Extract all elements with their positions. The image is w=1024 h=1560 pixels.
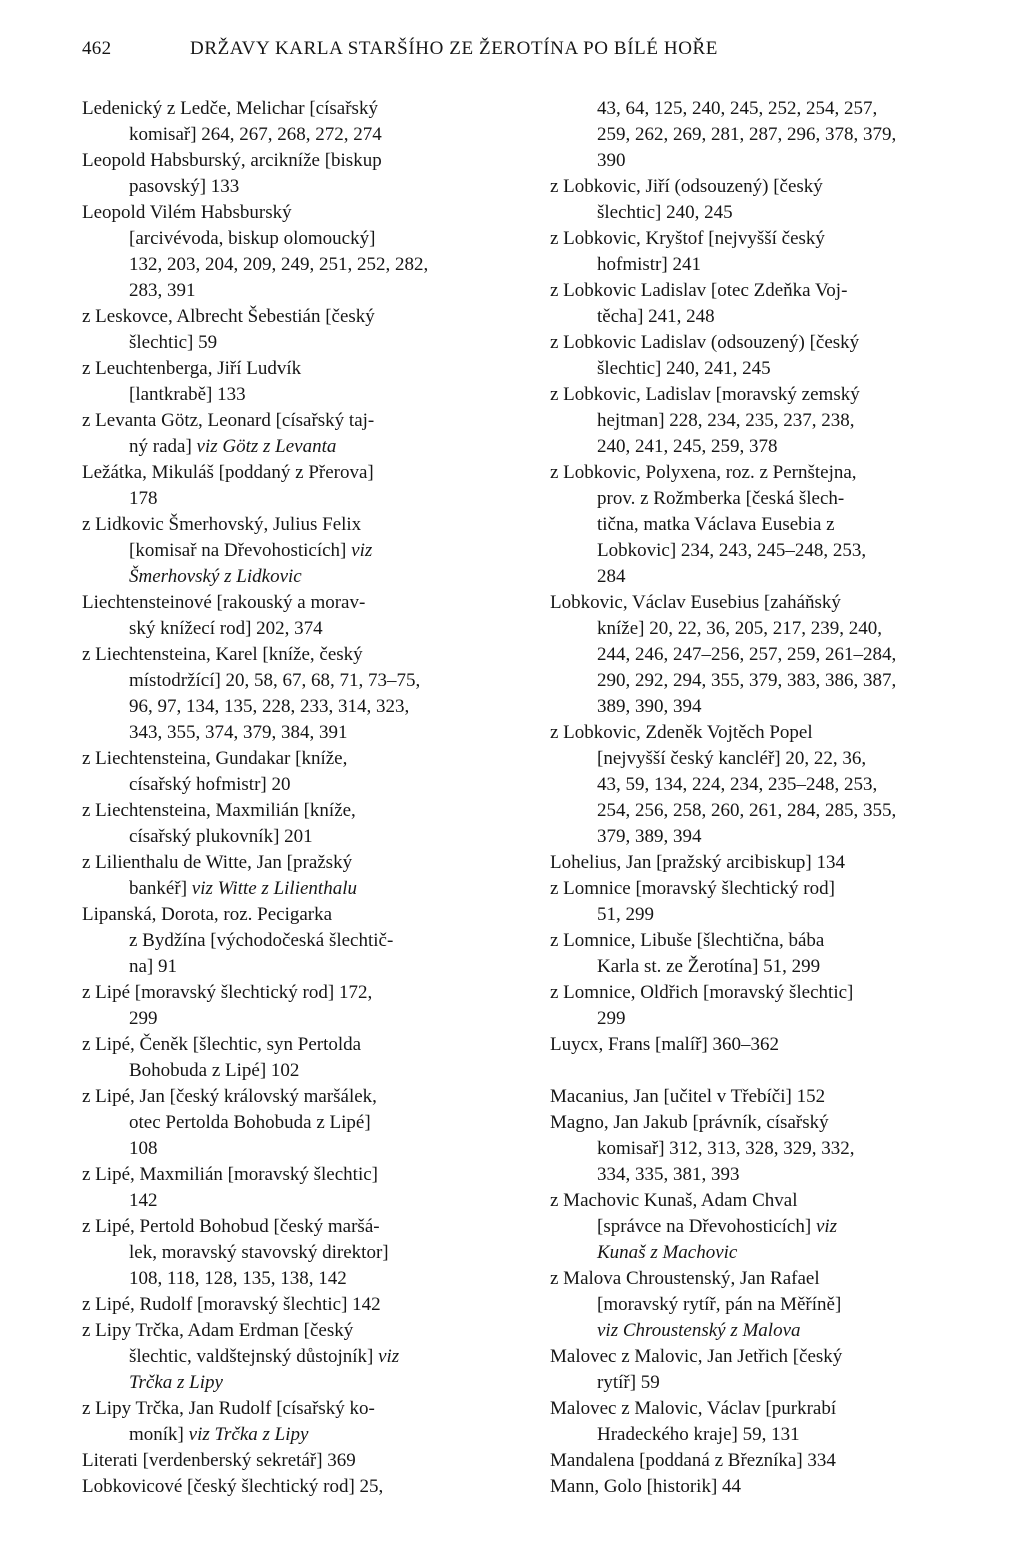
- index-line: [82, 1136, 512, 1162]
- index-line: [82, 798, 512, 824]
- section-gap: [550, 1058, 970, 1084]
- index-text: z Liechtensteina, Gundakar [kníže,: [82, 748, 348, 769]
- index-text: 343, 355, 374, 379, 384, 391: [129, 722, 348, 743]
- index-text: z Lipé, Pertold Bohobud [český maršá-: [82, 1216, 380, 1237]
- index-line: [82, 1084, 512, 1110]
- index-text: z Levanta Götz, Leonard [císařský taj-: [82, 410, 375, 431]
- index-line: [550, 1396, 970, 1422]
- index-text: prov. z Rožmberka [česká šlech-: [597, 488, 845, 509]
- index-line: [550, 226, 970, 252]
- index-text: šlechtic] 240, 245: [597, 202, 733, 223]
- index-line: [82, 1266, 512, 1292]
- index-line: [82, 1474, 512, 1500]
- index-line: [550, 1006, 970, 1032]
- index-text: z Lipé, Maxmilián [moravský šlechtic]: [82, 1164, 378, 1185]
- index-line: [82, 1240, 512, 1266]
- index-line: [550, 902, 970, 928]
- index-text: 334, 335, 381, 393: [597, 1164, 740, 1185]
- index-line: [82, 1032, 512, 1058]
- index-text: 108, 118, 128, 135, 138, 142: [129, 1268, 347, 1289]
- index-line: [82, 616, 512, 642]
- index-line: [82, 1396, 512, 1422]
- index-line: [82, 876, 512, 902]
- index-text: hejtman] 228, 234, 235, 237, 238,: [597, 410, 855, 431]
- index-line: [82, 1448, 512, 1474]
- index-text: 299: [597, 1008, 626, 1029]
- index-line: [550, 928, 970, 954]
- index-line: [550, 512, 970, 538]
- index-text: bankéř]: [129, 878, 192, 899]
- cross-reference: viz: [815, 1216, 838, 1237]
- index-line: [550, 1422, 970, 1448]
- index-text: Lohelius, Jan [pražský arcibiskup] 134: [550, 852, 845, 873]
- index-column-left: [82, 96, 512, 1500]
- index-line: [550, 1084, 970, 1110]
- index-text: z Lobkovic Ladislav (odsouzený) [český: [550, 332, 860, 353]
- index-text: Leopold Vilém Habsburský: [82, 202, 292, 223]
- index-text: Mandalena [poddaná z Březníka] 334: [550, 1450, 836, 1471]
- index-text: z Lipé, Jan [český královský maršálek,: [82, 1086, 377, 1107]
- cross-reference: viz Götz z Levanta: [196, 436, 337, 457]
- index-line: [82, 1370, 512, 1396]
- index-text: rytíř] 59: [597, 1372, 660, 1393]
- index-line: [82, 96, 512, 122]
- index-text: Magno, Jan Jakub [právník, císařský: [550, 1112, 829, 1133]
- index-line: [82, 824, 512, 850]
- index-text: z Lilienthalu de Witte, Jan [pražský: [82, 852, 353, 873]
- index-line: [82, 226, 512, 252]
- index-line: [82, 382, 512, 408]
- index-text: Mann, Golo [historik] 44: [550, 1476, 742, 1497]
- index-line: [550, 1240, 970, 1266]
- index-line: [82, 1292, 512, 1318]
- index-line: [550, 616, 970, 642]
- index-line: [82, 434, 512, 460]
- index-text: z Leskovce, Albrecht Šebestián [český: [82, 306, 375, 327]
- index-text: Leopold Habsburský, arcikníže [biskup: [82, 150, 382, 171]
- index-text: z Lomnice, Libuše [šlechtična, bába: [550, 930, 825, 951]
- index-line: [82, 486, 512, 512]
- index-text: Ledenický z Ledče, Melichar [císařský: [82, 98, 378, 119]
- index-line: [550, 382, 970, 408]
- index-text: z Leuchtenberga, Jiří Ludvík: [82, 358, 302, 379]
- index-text: šlechtic] 59: [129, 332, 218, 353]
- index-text: Lobkovic, Václav Eusebius [zaháňský: [550, 592, 841, 613]
- index-line: [82, 694, 512, 720]
- index-line: [550, 174, 970, 200]
- index-line: [82, 512, 512, 538]
- index-text: 132, 203, 204, 209, 249, 251, 252, 282,: [129, 254, 429, 275]
- index-line: [550, 356, 970, 382]
- index-text: Literati [verdenberský sekretář] 369: [82, 1450, 356, 1471]
- index-text: moník]: [129, 1424, 189, 1445]
- index-text: z Machovic Kunaš, Adam Chval: [550, 1190, 798, 1211]
- index-line: [82, 980, 512, 1006]
- index-line: [550, 1474, 970, 1500]
- index-text: [lantkrabě] 133: [129, 384, 246, 405]
- index-line: [550, 824, 970, 850]
- index-line: [550, 1448, 970, 1474]
- cross-reference: viz Chroustenský z Malova: [597, 1320, 801, 1341]
- index-text: kníže] 20, 22, 36, 205, 217, 239, 240,: [597, 618, 882, 639]
- index-text: těcha] 241, 248: [597, 306, 715, 327]
- index-text: komisař] 312, 313, 328, 329, 332,: [597, 1138, 855, 1159]
- index-text: 379, 389, 394: [597, 826, 702, 847]
- index-text: 389, 390, 394: [597, 696, 702, 717]
- index-line: [550, 1266, 970, 1292]
- index-text: 96, 97, 134, 135, 228, 233, 314, 323,: [129, 696, 410, 717]
- index-text: z Lobkovic, Zdeněk Vojtěch Popel: [550, 722, 813, 743]
- index-text: Lobkovicové [český šlechtický rod] 25,: [82, 1476, 384, 1497]
- index-text: místodržící] 20, 58, 67, 68, 71, 73–75,: [129, 670, 421, 691]
- index-line: [82, 564, 512, 590]
- index-text: z Lobkovic Ladislav [otec Zdeňka Voj-: [550, 280, 848, 301]
- index-line: [550, 694, 970, 720]
- cross-reference: Kunaš z Machovic: [597, 1242, 738, 1263]
- index-line: [550, 980, 970, 1006]
- index-text: hofmistr] 241: [597, 254, 701, 275]
- index-text: [arcivévoda, biskup olomoucký]: [129, 228, 376, 249]
- index-line: [550, 564, 970, 590]
- index-text: 284: [597, 566, 626, 587]
- index-text: Ležátka, Mikuláš [poddaný z Přerova]: [82, 462, 374, 483]
- index-line: [550, 278, 970, 304]
- index-text: z Lobkovic, Polyxena, roz. z Pernštejna,: [550, 462, 857, 483]
- index-line: [550, 1136, 970, 1162]
- index-text: Hradeckého kraje] 59, 131: [597, 1424, 800, 1445]
- index-line: [82, 1162, 512, 1188]
- index-text: Lipanská, Dorota, roz. Pecigarka: [82, 904, 333, 925]
- index-text: z Lidkovic Šmerhovský, Julius Felix: [82, 514, 362, 535]
- index-line: [550, 330, 970, 356]
- index-text: ský knížecí rod] 202, 374: [129, 618, 323, 639]
- index-text: Macanius, Jan [učitel v Třebíči] 152: [550, 1086, 826, 1107]
- index-text: z Lipy Trčka, Jan Rudolf [císařský ko-: [82, 1398, 375, 1419]
- index-line: [550, 148, 970, 174]
- index-text: Malovec z Malovic, Jan Jetřich [český: [550, 1346, 843, 1367]
- index-text: Malovec z Malovic, Václav [purkrabí: [550, 1398, 837, 1419]
- index-line: [82, 460, 512, 486]
- index-line: [550, 1292, 970, 1318]
- index-line: [82, 278, 512, 304]
- index-line: [82, 668, 512, 694]
- cross-reference: Trčka z Lipy: [129, 1372, 223, 1393]
- index-line: [82, 408, 512, 434]
- cross-reference: viz: [351, 540, 373, 561]
- index-line: [82, 1214, 512, 1240]
- index-line: [82, 200, 512, 226]
- index-text: Liechtensteinové [rakouský a morav-: [82, 592, 366, 613]
- index-text: [nejvyšší český kancléř] 20, 22, 36,: [597, 748, 867, 769]
- index-line: [550, 590, 970, 616]
- cross-reference: viz Witte z Lilienthalu: [191, 878, 357, 899]
- index-text: tična, matka Václava Eusebia z: [597, 514, 835, 535]
- index-text: 259, 262, 269, 281, 287, 296, 378, 379,: [597, 124, 897, 145]
- index-text: 43, 59, 134, 224, 234, 235–248, 253,: [597, 774, 878, 795]
- index-text: pasovský] 133: [129, 176, 240, 197]
- index-line: [82, 174, 512, 200]
- index-line: [550, 434, 970, 460]
- index-text: z Lomnice, Oldřich [moravský šlechtic]: [550, 982, 854, 1003]
- running-title: DRŽAVY KARLA STARŠÍHO ZE ŽEROTÍNA PO BÍLÉ HOŘE: [190, 38, 719, 59]
- index-line: [550, 486, 970, 512]
- index-line: [82, 720, 512, 746]
- index-line: [550, 1188, 970, 1214]
- index-line: [550, 200, 970, 226]
- index-text: 51, 299: [597, 904, 654, 925]
- cross-reference: viz Trčka z Lipy: [188, 1424, 309, 1445]
- index-text: 244, 246, 247–256, 257, 259, 261–284,: [597, 644, 897, 665]
- index-column-right: [550, 96, 970, 1500]
- index-text: z Liechtensteina, Maxmilián [kníže,: [82, 800, 356, 821]
- index-text: císařský plukovník] 201: [129, 826, 313, 847]
- index-text: 142: [129, 1190, 158, 1211]
- index-line: [82, 1110, 512, 1136]
- index-line: [82, 772, 512, 798]
- index-line: [550, 1110, 970, 1136]
- page-header: [82, 38, 942, 68]
- index-line: [550, 876, 970, 902]
- index-line: [82, 330, 512, 356]
- index-text: z Lobkovic, Kryštof [nejvyšší český: [550, 228, 825, 249]
- index-line: [550, 1032, 970, 1058]
- index-text: Karla st. ze Žerotína] 51, 299: [597, 956, 821, 977]
- index-text: z Bydžína [východočeská šlechtič-: [129, 930, 394, 951]
- index-text: z Lipy Trčka, Adam Erdman [český: [82, 1320, 354, 1341]
- index-line: [82, 928, 512, 954]
- index-line: [550, 720, 970, 746]
- index-text: z Liechtensteina, Karel [kníže, český: [82, 644, 363, 665]
- index-line: [550, 668, 970, 694]
- index-text: ný rada]: [129, 436, 197, 457]
- index-line: [82, 538, 512, 564]
- index-line: [550, 460, 970, 486]
- index-text: z Lobkovic, Jiří (odsouzený) [český: [550, 176, 823, 197]
- index-text: otec Pertolda Bohobuda z Lipé]: [129, 1112, 371, 1133]
- index-line: [550, 304, 970, 330]
- index-text: z Lipé, Čeněk [šlechtic, syn Pertolda: [82, 1034, 362, 1055]
- index-text: Luycx, Frans [malíř] 360–362: [550, 1034, 780, 1055]
- index-line: [550, 1162, 970, 1188]
- index-text: císařský hofmistr] 20: [129, 774, 291, 795]
- index-text: 240, 241, 245, 259, 378: [597, 436, 778, 457]
- index-text: [správce na Dřevohosticích]: [597, 1216, 816, 1237]
- index-line: [550, 252, 970, 278]
- index-text: šlechtic] 240, 241, 245: [597, 358, 771, 379]
- index-line: [550, 1214, 970, 1240]
- index-line: [550, 850, 970, 876]
- index-line: [550, 1318, 970, 1344]
- index-line: [82, 356, 512, 382]
- index-line: [82, 642, 512, 668]
- index-line: [82, 590, 512, 616]
- index-text: 43, 64, 125, 240, 245, 252, 254, 257,: [597, 98, 878, 119]
- index-line: [82, 954, 512, 980]
- index-line: [82, 1318, 512, 1344]
- index-text: 283, 391: [129, 280, 196, 301]
- index-line: [550, 122, 970, 148]
- index-text: 299: [129, 1008, 158, 1029]
- index-text: [moravský rytíř, pán na Měříně]: [597, 1294, 842, 1315]
- index-line: [82, 746, 512, 772]
- index-text: z Lipé [moravský šlechtický rod] 172,: [82, 982, 373, 1003]
- index-text: z Malova Chroustenský, Jan Rafael: [550, 1268, 820, 1289]
- index-text: 178: [129, 488, 158, 509]
- index-text: 390: [597, 150, 626, 171]
- cross-reference: viz: [378, 1346, 400, 1367]
- page-number: 462: [82, 38, 112, 59]
- index-text: lek, moravský stavovský direktor]: [129, 1242, 389, 1263]
- index-line: [82, 1006, 512, 1032]
- index-text: na] 91: [129, 956, 178, 977]
- index-line: [82, 1058, 512, 1084]
- index-line: [82, 122, 512, 148]
- index-line: [550, 772, 970, 798]
- index-text: 254, 256, 258, 260, 261, 284, 285, 355,: [597, 800, 897, 821]
- index-text: šlechtic, valdštejnský důstojník]: [129, 1346, 379, 1367]
- index-line: [82, 850, 512, 876]
- index-text: [komisař na Dřevohosticích]: [129, 540, 352, 561]
- index-line: [550, 642, 970, 668]
- index-text: z Lobkovic, Ladislav [moravský zemský: [550, 384, 860, 405]
- index-line: [82, 1188, 512, 1214]
- index-text: komisař] 264, 267, 268, 272, 274: [129, 124, 382, 145]
- index-line: [82, 148, 512, 174]
- index-line: [550, 798, 970, 824]
- index-line: [550, 746, 970, 772]
- index-text: Lobkovic] 234, 243, 245–248, 253,: [597, 540, 867, 561]
- index-text: z Lomnice [moravský šlechtický rod]: [550, 878, 835, 899]
- index-line: [82, 1344, 512, 1370]
- index-line: [82, 252, 512, 278]
- cross-reference: Šmerhovský z Lidkovic: [129, 566, 302, 587]
- index-line: [82, 902, 512, 928]
- index-line: [550, 1370, 970, 1396]
- index-line: [550, 954, 970, 980]
- index-line: [82, 304, 512, 330]
- index-line: [550, 408, 970, 434]
- index-text: 108: [129, 1138, 158, 1159]
- index-line: [82, 1422, 512, 1448]
- index-line: [550, 96, 970, 122]
- index-line: [550, 538, 970, 564]
- index-text: 290, 292, 294, 355, 379, 383, 386, 387,: [597, 670, 897, 691]
- index-line: [550, 1344, 970, 1370]
- index-text: z Lipé, Rudolf [moravský šlechtic] 142: [82, 1294, 381, 1315]
- index-text: Bohobuda z Lipé] 102: [129, 1060, 300, 1081]
